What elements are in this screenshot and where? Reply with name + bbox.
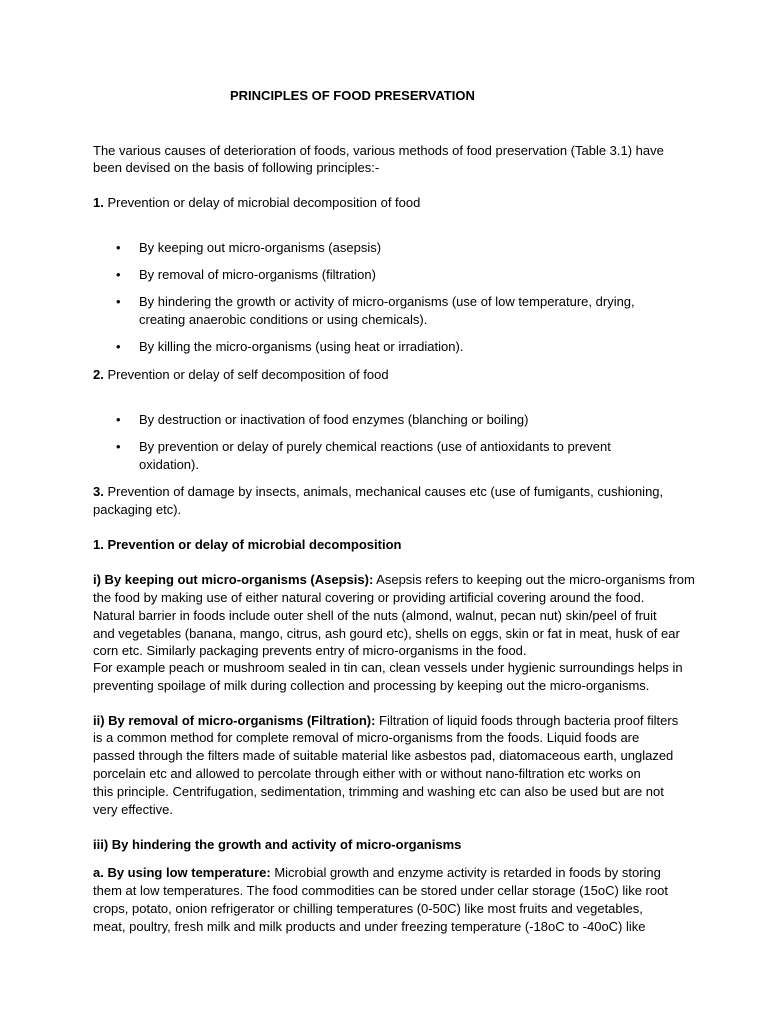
para-ii-line: passed through the filters made of suitable material like asbestos pad, diatomaceous earth, unglazed bbox=[93, 748, 674, 763]
para-ii-line: is a common method for complete removal of micro-organisms from the foods. Liquid foods are bbox=[93, 730, 640, 745]
principle-2-text: Prevention or delay of self decomposition of food bbox=[103, 367, 389, 382]
principle-3-line-1 bbox=[93, 483, 663, 501]
principle-1-number: 1. bbox=[93, 195, 104, 210]
para-ii-line: porcelain etc and allowed to percolate through either with or without nano-filtration etc works on bbox=[93, 766, 641, 781]
bullet-icon: • bbox=[116, 240, 121, 255]
para-a-line-1 bbox=[93, 864, 661, 882]
para-a-line: meat, poultry, fresh milk and milk products and under freezing temperature (-18oC to -40oC) like bbox=[93, 919, 646, 934]
bullet-item-hindering-line-1: By hindering the growth or activity of micro-organisms (use of low temperature, drying, bbox=[139, 294, 635, 309]
para-ii-line: very effective. bbox=[93, 802, 173, 817]
bullet-item-enzymes: By destruction or inactivation of food enzymes (blanching or boiling) bbox=[139, 412, 529, 427]
para-a-line: them at low temperatures. The food commodities can be stored under cellar storage (15oC) like root bbox=[93, 883, 668, 898]
bullet-item-chemical-line-2: oxidation). bbox=[139, 457, 199, 472]
para-a-heading: a. By using low temperature: bbox=[93, 865, 271, 880]
para-i-line: preventing spoilage of milk during collection and processing by keeping out the micro-organisms. bbox=[93, 678, 650, 693]
para-i-line: Natural barrier in foods include outer shell of the nuts (almond, walnut, pecan nut) skin/peel of fruit bbox=[93, 608, 657, 623]
bullet-item-chemical-line-1: By prevention or delay of purely chemical reactions (use of antioxidants to prevent bbox=[139, 439, 611, 454]
bullet-icon: • bbox=[116, 267, 121, 282]
principle-3-text: Prevention of damage by insects, animals, mechanical causes etc (use of fumigants, cushioning, bbox=[103, 484, 664, 499]
para-i-line: the food by making use of either natural covering or providing artificial covering around the food. bbox=[93, 590, 645, 605]
para-i-heading: i) By keeping out micro-organisms (Asepsis): bbox=[93, 572, 374, 587]
bullet-item-killing: By killing the micro-organisms (using heat or irradiation). bbox=[139, 339, 464, 354]
intro-line-2: been devised on the basis of following principles:- bbox=[93, 160, 380, 175]
principle-3-number: 3. bbox=[93, 484, 104, 499]
bullet-item-asepsis: By keeping out micro-organisms (asepsis) bbox=[139, 240, 382, 255]
bullet-icon: • bbox=[116, 294, 121, 309]
para-ii-line: this principle. Centrifugation, sedimentation, trimming and washing etc can also be used but are not bbox=[93, 784, 664, 799]
bullet-icon: • bbox=[116, 412, 121, 427]
principle-3-line-2: packaging etc). bbox=[93, 502, 182, 517]
para-i-line: and vegetables (banana, mango, citrus, ash gourd etc), shells on eggs, skin or fat in meat, husk of ear bbox=[93, 626, 680, 641]
principle-2-number: 2. bbox=[93, 367, 104, 382]
bullet-icon: • bbox=[116, 439, 121, 454]
para-a-first: Microbial growth and enzyme activity is retarded in foods by storing bbox=[270, 865, 661, 880]
section-iii-heading: iii) By hindering the growth and activity of micro-organisms bbox=[93, 837, 462, 852]
bullet-item-filtration: By removal of micro-organisms (filtration) bbox=[139, 267, 376, 282]
page-title: PRINCIPLES OF FOOD PRESERVATION bbox=[230, 88, 475, 103]
section-1-heading: 1. Prevention or delay of microbial decomposition bbox=[93, 537, 402, 552]
para-a-line: crops, potato, onion refrigerator or chilling temperatures (0-50C) like most fruits and vegetables, bbox=[93, 901, 643, 916]
para-i-line: For example peach or mushroom sealed in tin can, clean vessels under hygienic surroundings helps in bbox=[93, 660, 683, 675]
para-ii-line-1 bbox=[93, 712, 678, 730]
intro-line-1: The various causes of deterioration of foods, various methods of food preservation (Table 3.1) have bbox=[93, 143, 664, 158]
para-ii-first: Filtration of liquid foods through bacteria proof filters bbox=[375, 713, 679, 728]
para-ii-heading: ii) By removal of micro-organisms (Filtration): bbox=[93, 713, 376, 728]
principle-1 bbox=[93, 194, 420, 212]
para-i-first: Asepsis refers to keeping out the micro-organisms from bbox=[373, 572, 695, 587]
principle-2 bbox=[93, 366, 389, 384]
para-i-line: corn etc. Similarly packaging prevents entry of micro-organisms in the food. bbox=[93, 643, 527, 658]
bullet-item-hindering-line-2: creating anaerobic conditions or using chemicals). bbox=[139, 312, 428, 327]
para-i-line-1 bbox=[93, 571, 695, 589]
bullet-icon: • bbox=[116, 339, 121, 354]
principle-1-text: Prevention or delay of microbial decomposition of food bbox=[103, 195, 421, 210]
